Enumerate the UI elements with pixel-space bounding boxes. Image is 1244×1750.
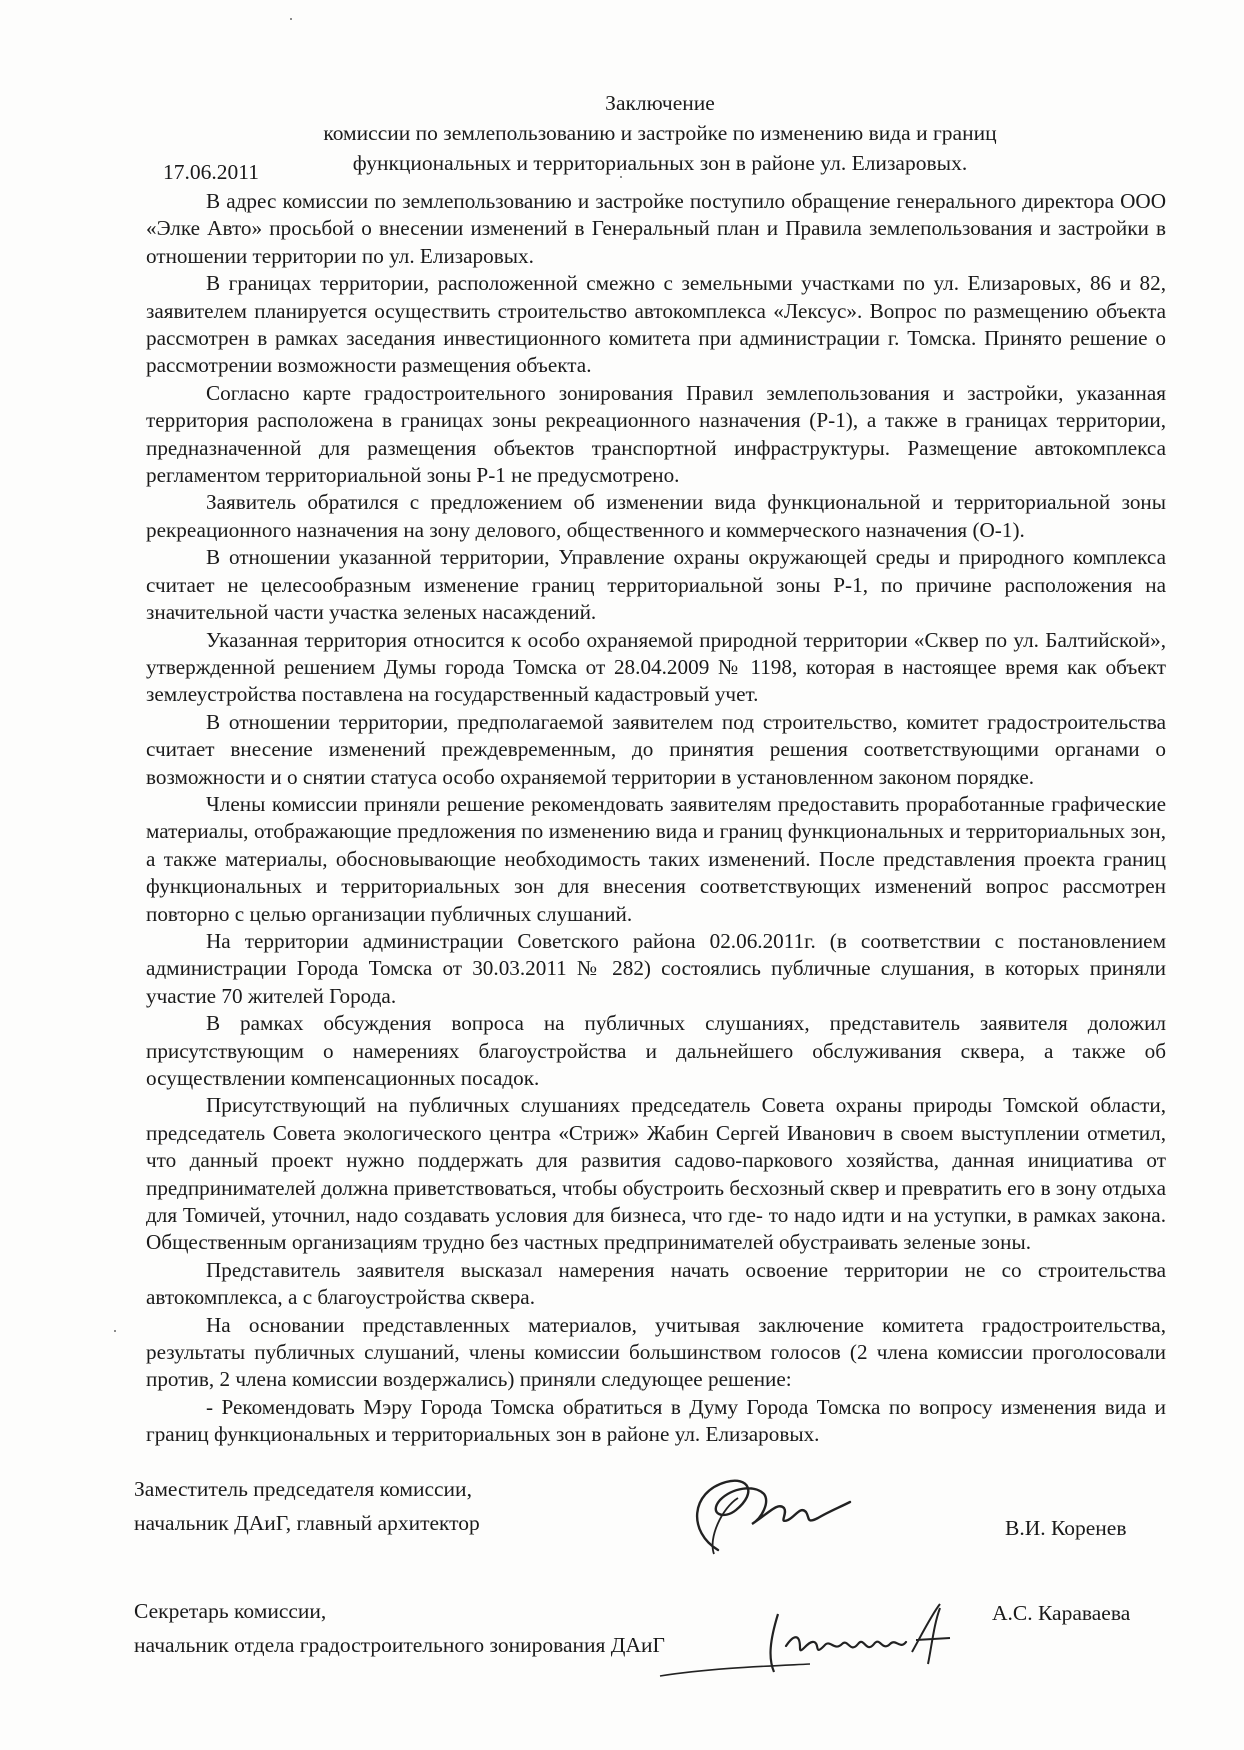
secretary-signature-block	[134, 1594, 665, 1662]
paragraph: Члены комиссии приняли решение рекомендовать заявителям предоставить проработанные графические материалы, отображающие предложения по изменению вида и границ функциональных и территориальных зон, а также материалы, обосновывающие необходимость таких изменений. После представления проекта границ функциональных и территориальных зон для внесения соответствующих изменений вопрос рассмотрен повторно с целью организации публичных слушаний.	[146, 791, 1166, 926]
paragraph: Указанная территория относится к особо охраняемой природной территории «Сквер по ул. Балтийской», утвержденной решением Думы города Томска от 28.04.2009 № 1198, которая в настоящее время как объект землеустройства поставлена на государственный кадастровый учет.	[146, 627, 1166, 707]
deputy-handwritten-signature	[678, 1462, 858, 1572]
scan-speck	[114, 1330, 116, 1332]
deputy-name: В.И. Коренев	[1005, 1516, 1127, 1540]
paragraph: Заявитель обратился с предложением об изменении вида функциональной и территориальной зоны рекреационного назначения на зону делового, общественного и коммерческого назначения (О-1).	[146, 490, 1166, 542]
document-date: 17.06.2011	[163, 160, 259, 184]
paragraph: Представитель заявителя высказал намерения начать освоение территории не со строительства автокомплекса, а с благоустройства сквера.	[146, 1257, 1166, 1310]
paragraph: На основании представленных материалов, учитывая заключение комитета градостроительства, результаты публичных слушаний, члены комиссии большинством голосов (2 члена комиссии проголосовали против, 2 члена комиссии воздержались) приняли следующее решение:	[146, 1312, 1166, 1392]
document-title: Заключение	[605, 91, 715, 115]
paragraph: Согласно карте градостроительного зонирования Правил землепользования и застройки, указанная территория расположена в границах зоны рекреационного назначения (Р-1), а также в границах территории, предназначенной для размещения объектов транспортной инфраструктуры. Размещение автокомплекса регламентом территориальной зоны Р-1 не предусмотрено.	[146, 380, 1166, 488]
paragraph: - Рекомендовать Мэру Города Томска обратиться в Думу Города Томска по вопросу изменения вида и границ функциональных и территориальных зон в районе ул. Елизаровых.	[146, 1394, 1166, 1447]
deputy-position-line-2: начальник ДАиГ, главный архитектор	[134, 1511, 480, 1535]
secretary-name: А.С. Караваева	[992, 1601, 1131, 1625]
document-header	[270, 88, 1050, 178]
secretary-position-line-2: начальник отдела градостроительного зонирования ДАиГ	[134, 1633, 665, 1657]
paragraph: В адрес комиссии по землепользованию и застройке поступило обращение генерального директора ООО «Элке Авто» просьбой о внесении изменений в Генеральный план и Правила землепользования и застройки в отношении территории по ул. Елизаровых.	[146, 189, 1166, 268]
deputy-position-line-1: Заместитель председателя комиссии,	[134, 1477, 472, 1501]
secretary-handwritten-signature	[650, 1594, 980, 1694]
paragraph: Присутствующий на публичных слушаниях председатель Совета охраны природы Томской области, председатель Совета экологического центра «Стриж» Жабин Сергей Иванович в своем выступлении отметил, что данный проект нужно поддержать для развития садово-паркового хозяйства, данная инициатива от предпринимателей должна приветствоваться, чтобы обустроить бесхозный сквер и превратить его в зону отдыха для Томичей, уточнил, надо создавать условия для бизнеса, что где- то надо идти и на уступки, в рамках закона. Общественным организациям трудно без частных предпринимателей обустраивать зеленые зоны.	[146, 1093, 1166, 1255]
deputy-signature-block	[134, 1472, 480, 1540]
paragraph: На территории администрации Советского района 02.06.2011г. (в соответствии с постановлением администрации Города Томска от 30.03.2011 № 282) состоялись публичные слушания, в которых приняли участие 70 жителей Города.	[146, 928, 1166, 1008]
secretary-position-line-1: Секретарь комиссии,	[134, 1599, 327, 1623]
scan-speck	[620, 176, 622, 178]
paragraph: В отношении указанной территории, Управление охраны окружающей среды и природного комплекса считает не целесообразным изменение границ территориальной зоны Р-1, по причине расположения на значительной части участка зеленых насаждений.	[146, 545, 1166, 625]
paragraph: В границах территории, расположенной смежно с земельными участками по ул. Елизаровых, 86 и 82, заявителем планируется осуществить строительство автокомплекса «Лексус». Вопрос по размещению объекта рассмотрен в рамках заседания инвестиционного комитета при администрации г. Томска. Принято решение о рассмотрении возможности размещения объекта.	[146, 271, 1166, 378]
paragraph: В рамках обсуждения вопроса на публичных слушаниях, представитель заявителя доложил присутствующим о намерениях благоустройства и дальнейшего обслуживания сквера, а также об осуществлении компенсационных посадок.	[146, 1011, 1166, 1090]
document-subtitle-line-2: функциональных и территориальных зон в районе ул. Елизаровых.	[352, 151, 968, 175]
scan-speck	[290, 18, 292, 20]
document-subtitle-line-1: комиссии по землепользованию и застройке по изменению вида и границ	[323, 121, 997, 145]
paragraph: В отношении территории, предполагаемой заявителем под строительство, комитет градостроительства считает внесение изменений преждевременным, до принятия решения соответствующими органами о возможности и о снятии статуса особо охраняемой территории в установленном законом порядке.	[146, 709, 1166, 789]
document-body	[146, 188, 1166, 1449]
